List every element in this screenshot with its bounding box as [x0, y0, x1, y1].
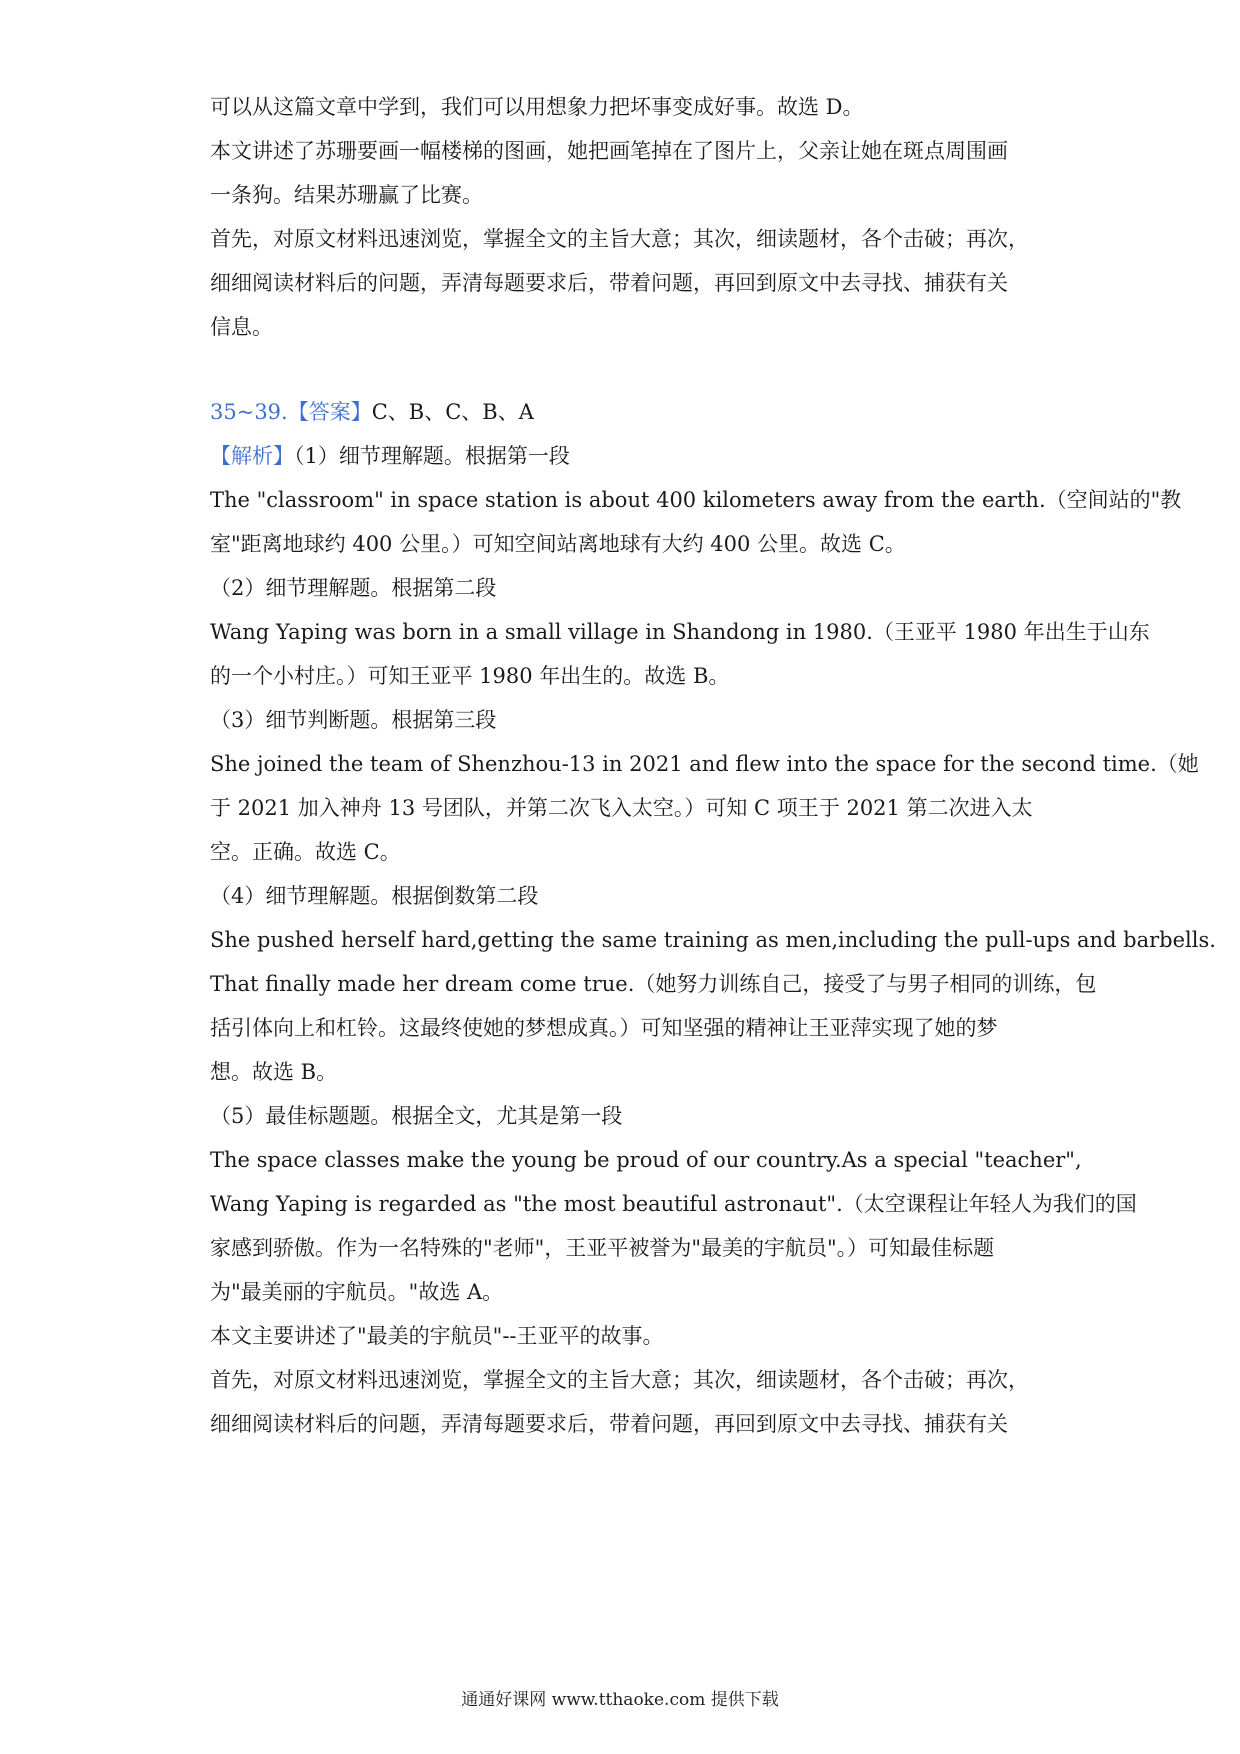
text-line: She joined the team of Shenzhou-13 in 2021 and flew into the space for the second time.（她 — [210, 752, 1199, 776]
text-line: 括引体向上和杠铃。这最终使她的梦想成真。）可知坚强的精神让王亚萍实现了她的梦 — [210, 1016, 998, 1040]
text-line: （3）细节判断题。根据第三段 — [210, 708, 497, 732]
text-line: 信息。 — [210, 315, 273, 339]
analysis-label: 【解析】 — [210, 444, 294, 468]
text-line: 首先，对原文材料迅速浏览，掌握全文的主旨大意；其次，细读题材，各个击破；再次， — [210, 1368, 1029, 1392]
analysis-line — [210, 441, 1040, 471]
text-line: 可以从这篇文章中学到，我们可以用想象力把坏事变成好事。故选 D。 — [210, 95, 864, 119]
answer-value: C、B、C、B、A — [371, 400, 534, 424]
text-line: 首先，对原文材料迅速浏览，掌握全文的主旨大意；其次，细读题材，各个击破；再次， — [210, 227, 1029, 251]
text-line: 家感到骄傲。作为一名特殊的"老师"，王亚平被誉为"最美的宇航员"。）可知最佳标题 — [210, 1236, 995, 1260]
text-line: 细细阅读材料后的问题，弄清每题要求后，带着问题，再回到原文中去寻找、捕获有关 — [210, 1412, 1008, 1436]
page-footer: 通通好课网 www.tthaoke.com 提供下载 — [461, 1690, 779, 1710]
text-line: （5）最佳标题题。根据全文，尤其是第一段 — [210, 1104, 623, 1128]
text-line: 本文主要讲述了"最美的宇航员"--王亚平的故事。 — [210, 1324, 664, 1348]
text-line: 想。故选 B。 — [210, 1060, 338, 1084]
text-line: She pushed herself hard,getting the same training as men,including the pull-ups and barbells. — [210, 928, 1216, 952]
text-line: 室"距离地球约 400 公里。）可知空间站离地球有大约 400 公里。故选 C。 — [210, 532, 906, 556]
text-line: That finally made her dream come true.（她努力训练自己，接受了与男子相同的训练，包 — [210, 972, 1097, 996]
text-line: 一条狗。结果苏珊赢了比赛。 — [210, 183, 483, 207]
answer-line — [210, 397, 1040, 427]
text-line: Wang Yaping was born in a small village in Shandong in 1980.（王亚平 1980 年出生于山东 — [210, 620, 1150, 644]
text-line: 的一个小村庄。）可知王亚平 1980 年出生的。故选 B。 — [210, 664, 730, 688]
text-line: Wang Yaping is regarded as "the most beautiful astronaut".（太空课程让年轻人为我们的国 — [210, 1192, 1137, 1216]
text-line: 于 2021 加入神舟 13 号团队，并第二次飞入太空。）可知 C 项王于 2021 第二次进入太 — [210, 796, 1033, 820]
text-line: （4）细节理解题。根据倒数第二段 — [210, 884, 539, 908]
text-line: （2）细节理解题。根据第二段 — [210, 576, 497, 600]
text-line: 空。正确。故选 C。 — [210, 840, 401, 864]
text-line: 本文讲述了苏珊要画一幅楼梯的图画，她把画笔掉在了图片上，父亲让她在斑点周围画 — [210, 139, 1008, 163]
answer-label: 35~39.【答案】 — [210, 400, 372, 424]
text-line: The space classes make the young be proud of our country.As a special "teacher", — [210, 1148, 1082, 1172]
analysis-text: （1）细节理解题。根据第一段 — [294, 444, 570, 468]
text-line: 细细阅读材料后的问题，弄清每题要求后，带着问题，再回到原文中去寻找、捕获有关 — [210, 271, 1008, 295]
text-line: 为"最美丽的宇航员。"故选 A。 — [210, 1280, 504, 1304]
text-line: The "classroom" in space station is about 400 kilometers away from the earth.（空间站的"教 — [210, 488, 1182, 512]
